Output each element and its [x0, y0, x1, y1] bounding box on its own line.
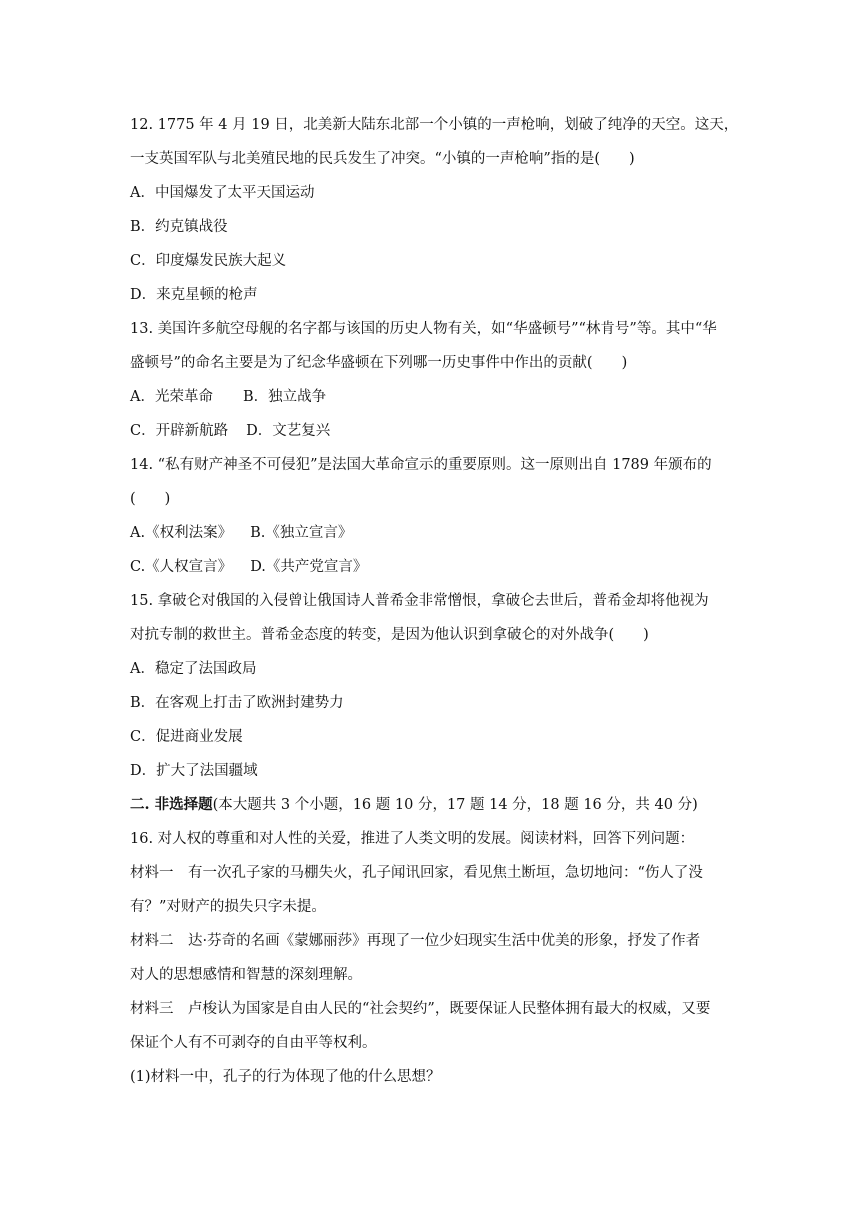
q14-options-row1	[130, 516, 732, 550]
q14-option-a: A.《权利法案》	[130, 525, 233, 541]
q16-material2-line1: 材料二 达·芬奇的名画《蒙娜丽莎》再现了一位少妇现实生活中优美的形象，抒发了作者	[130, 933, 701, 949]
q13-option-b: B．独立战争	[242, 389, 327, 405]
q13-options-row2	[130, 414, 732, 448]
q14-stem-line1: 14. “私有财产神圣不可侵犯”是法国大革命宣示的重要原则。这一原则出自 1789 年颁布的	[130, 457, 712, 473]
q16-subquestion-1: (1)材料一中，孔子的行为体现了他的什么思想？	[130, 1069, 441, 1085]
q12-stem-line1: 12. 1775 年 4 月 19 日，北美新大陆东北部一个小镇的一声枪响，划破了纯净的天空。这天，	[130, 117, 739, 133]
q12-option-c: C．印度爆发民族大起义	[130, 253, 287, 269]
q16-material2-line2: 对人的思想感情和智慧的深刻理解。	[130, 967, 362, 983]
q14-stem-line2: ( )	[130, 491, 171, 507]
q13-option-d: D．文艺复兴	[246, 423, 331, 439]
q16-material3-line2: 保证个人有不可剥夺的自由平等权利。	[130, 1035, 377, 1051]
section2-heading	[130, 788, 732, 822]
q14-option-d: D.《共产党宣言》	[250, 559, 368, 575]
q14-option-c: C.《人权宣言》	[130, 559, 233, 575]
q15-option-c: C．促进商业发展	[130, 729, 243, 745]
q16-intro: 16. 对人权的尊重和对人性的关爱，推进了人类文明的发展。阅读材料，回答下列问题：	[130, 831, 695, 847]
q15-option-d: D．扩大了法国疆域	[130, 763, 258, 779]
q14-options-row2	[130, 550, 732, 584]
q13-option-c: C．开辟新航路	[130, 423, 229, 439]
q13-stem-line2: 盛顿号”的命名主要是为了纪念华盛顿在下列哪一历史事件中作出的贡献( )	[130, 355, 628, 371]
q15-option-b: B．在客观上打击了欧洲封建势力	[130, 695, 344, 711]
q16-material1-line2: 有？”对财产的损失只字未提。	[130, 899, 326, 915]
q15-option-a: A．稳定了法国政局	[130, 661, 257, 677]
section2-title: 二. 非选择题	[130, 796, 213, 813]
q13-stem-line1: 13. 美国许多航空母舰的名字都与该国的历史人物有关，如“华盛顿号”“林肯号”等。其中“华	[130, 321, 717, 337]
q12-option-b: B．约克镇战役	[130, 219, 228, 235]
q12-option-a: A．中国爆发了太平天国运动	[130, 185, 315, 201]
q13-options-row1	[130, 380, 732, 414]
q13-option-a: A．光荣革命	[130, 389, 213, 405]
q12-stem-line2: 一支英国军队与北美殖民地的民兵发生了冲突。“小镇的一声枪响”指的是( )	[130, 151, 635, 167]
section2-description: (本大题共 3 个小题，16 题 10 分，17 题 14 分，18 题 16 分，共 40 分)	[212, 797, 698, 813]
q16-material1-line1: 材料一 有一次孔子家的马棚失火，孔子闻讯回家，看见焦土断垣，急切地问：“伤人了没	[130, 865, 703, 881]
exam-page	[130, 108, 739, 1094]
q15-stem-line2: 对抗专制的救世主。普希金态度的转变，是因为他认识到拿破仑的对外战争( )	[130, 627, 649, 643]
q14-option-b: B.《独立宣言》	[250, 525, 353, 541]
q15-stem-line1: 15. 拿破仑对俄国的入侵曾让俄国诗人普希金非常憎恨，拿破仑去世后，普希金却将他视为	[130, 593, 709, 609]
q16-material3-line1: 材料三 卢梭认为国家是自由人民的“社会契约”，既要保证人民整体拥有最大的权威，又要	[130, 1001, 711, 1017]
q12-option-d: D．来克星顿的枪声	[130, 287, 258, 303]
